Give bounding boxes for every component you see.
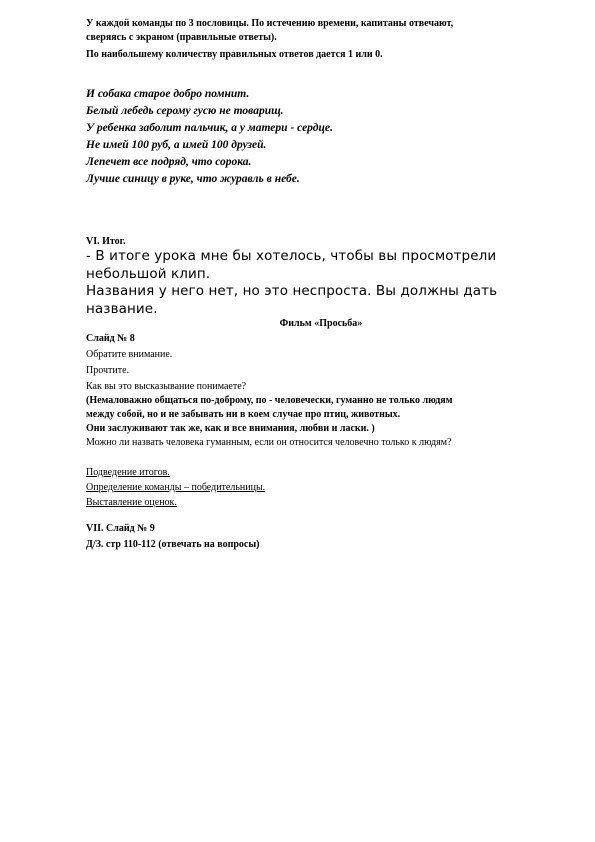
results-list: [86, 466, 556, 509]
speech-line-1: - В итоге урока мне бы хотелось, чтобы вы просмотрели: [86, 248, 497, 264]
slide-8-question: Можно ли назвать человека гуманным, если он относится человечно только к людям?: [86, 437, 452, 448]
slide-8-section: [86, 332, 556, 449]
film-title: Фильм «Просьба»: [279, 318, 363, 329]
homework-line: Д/З. стр 110-112 (отвечать на вопросы): [86, 539, 260, 550]
slide-8-heading: Слайд № 8: [86, 333, 135, 344]
intro-line-2: сверяясь с экраном (правильные ответы).: [86, 31, 277, 43]
results-item-3: Выставление оценок.: [86, 497, 177, 508]
results-item-2: Определение команды – победительницы.: [86, 482, 266, 493]
slide-8-answer-2: между собой, но и не забывать ни в коем случае про птиц, животных.: [86, 409, 401, 420]
speech-line-4: название.: [86, 300, 158, 317]
slide-8-line-3: Как вы это высказывание понимаете?: [86, 381, 247, 392]
speech-line-2: небольшой клип.: [86, 265, 211, 282]
intro-line-3: По наибольшему количеству правильных ответов дается 1 или 0.: [86, 49, 383, 60]
proverb-item: Не имей 100 руб, а имей 100 друзей.: [86, 139, 267, 151]
proverb-item: Лепечет все подряд, что сорока.: [86, 156, 252, 168]
section-7: [86, 522, 556, 552]
intro-line-1: У каждой команды по 3 пословицы. По истечению времени, капитаны отвечают,: [86, 18, 454, 29]
section-7-heading: VII. Слайд № 9: [86, 523, 155, 534]
slide-8-answer-3: Они заслуживают так же, как и все внимания, любви и ласки. ): [86, 423, 375, 434]
itog-heading: VI. Итог.: [86, 236, 126, 247]
proverb-item: И собака старое добро помнит.: [86, 88, 250, 100]
proverb-item: Лучше синицу в руке, что журавль в небе.: [86, 173, 300, 185]
speech-line-3: Названия у него нет, но это неспроста. Вы должны дать: [86, 283, 498, 299]
proverb-item: Белый лебедь серому гусю не товарищ.: [86, 105, 284, 117]
slide-8-answer-1: (Немаловажно общаться по-доброму, по - человечески, гуманно не только людям: [86, 395, 453, 406]
slide-8-line-2: Прочтите.: [86, 365, 130, 376]
slide-8-line-1: Обратите внимание.: [86, 349, 173, 360]
proverb-item: У ребенка заболит пальчик, а у матери - сердце.: [86, 122, 333, 134]
results-item-1: Подведение итогов.: [86, 467, 170, 478]
itog-speech: [86, 248, 556, 318]
intro-paragraph: [86, 17, 556, 62]
proverbs-list: [86, 86, 556, 188]
